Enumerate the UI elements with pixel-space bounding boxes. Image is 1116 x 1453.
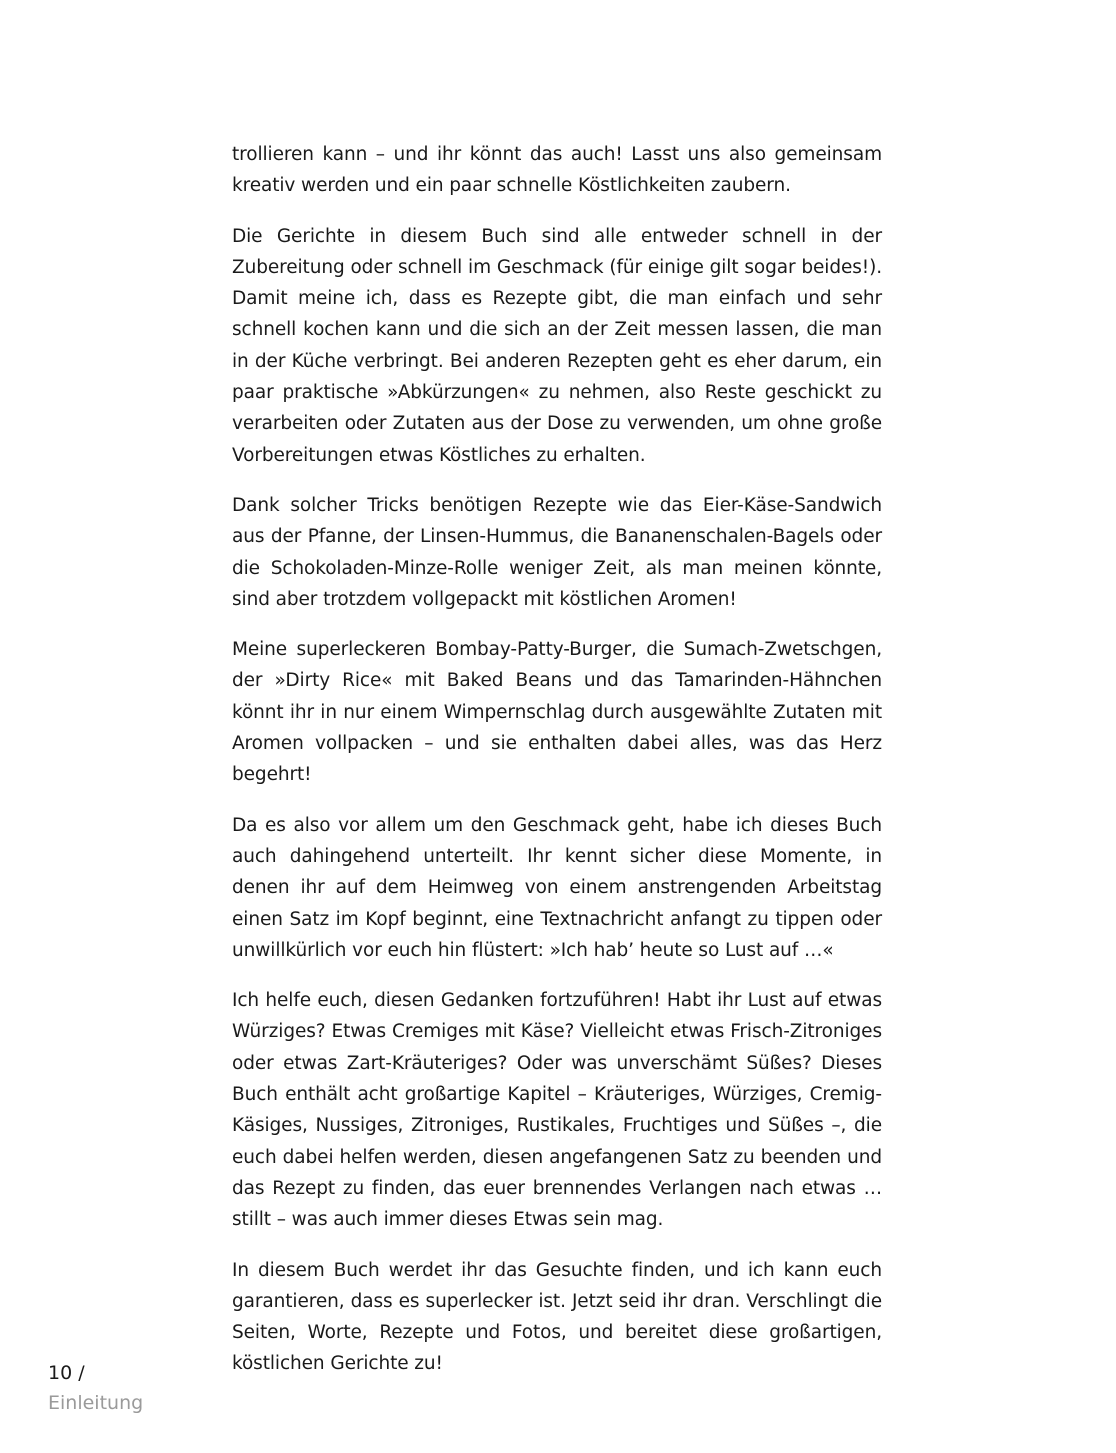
paragraph: Dank solcher Tricks benötigen Rezepte wie das Eier-Käse-Sandwich aus der Pfanne, der Linsen-Hummus, die Bananenschalen-Bagels oder die Schokoladen-Minze-Rolle weniger Zeit, als man meinen könnte, sind aber trotzdem vollgepackt mit köstlichen Aromen! bbox=[232, 494, 882, 610]
body-text bbox=[232, 139, 882, 1399]
paragraph: Die Gerichte in diesem Buch sind alle entweder schnell in der Zubereitung oder schnell im Geschmack (für einige gilt sogar beides!). Damit meine ich, dass es Rezepte gibt, die man einfach und sehr schnell kochen kann und die sich an der Zeit messen lassen, die man in der Küche verbringt. Bei anderen Rezepten geht es eher darum, ein paar praktische »Abkürzungen« zu nehmen, also Reste geschickt zu verarbeiten oder Zutaten aus der Dose zu verwenden, um ohne große Vorbereitungen etwas Köstliches zu erhalten. bbox=[232, 225, 882, 466]
paragraph: Ich helfe euch, diesen Gedanken fortzuführen! Habt ihr Lust auf etwas Würziges? Etwas Cremiges mit Käse? Vielleicht etwas Frisch-Zitroniges oder etwas Zart-Kräuteriges? Oder was unverschämt Süßes? Dieses Buch enthält acht großartige Kapitel – Kräuteriges, Würziges, Cremig-Käsiges, Nussiges, Zitroniges, Rustikales, Fruchtiges und Süßes –, die euch dabei helfen werden, diesen angefangenen Satz zu beenden und das Rezept zu finden, das euer brennendes Verlangen nach etwas … stillt – was auch immer dieses Etwas sein mag. bbox=[232, 990, 882, 1231]
section-name: Einleitung bbox=[48, 1392, 144, 1414]
page-number: 10 / bbox=[48, 1362, 85, 1384]
paragraph: trollieren kann – und ihr könnt das auch! Lasst uns also gemeinsam kreativ werden und ein paar schnelle Köstlichkeiten zaubern. bbox=[232, 144, 882, 197]
page-footer bbox=[48, 1358, 143, 1418]
paragraph: In diesem Buch werdet ihr das Gesuchte finden, und ich kann euch garantieren, dass es superlecker ist. Jetzt seid ihr dran. Verschlingt die Seiten, Worte, Rezepte und Fotos, und bereitet diese großartigen, köstlichen Gerichte zu! bbox=[232, 1259, 882, 1375]
paragraph: Meine superleckeren Bombay-Patty-Burger, die Sumach-Zwetschgen, der »Dirty Rice« mit Baked Beans und das Tamarinden-Hähnchen könnt ihr in nur einem Wimpernschlag durch ausgewählte Zutaten mit Aromen vollpacken – und sie enthalten dabei alles, was das Herz begehrt! bbox=[232, 639, 882, 786]
paragraph: Da es also vor allem um den Geschmack geht, habe ich dieses Buch auch dahingehend unterteilt. Ihr kennt sicher diese Momente, in denen ihr auf dem Heimweg von einem anstrengenden Arbeitstag einen Satz im Kopf beginnt, eine Textnachricht anfangt zu tippen oder unwillkürlich vor euch hin flüstert: »Ich hab’ heute so Lust auf …« bbox=[232, 814, 882, 961]
